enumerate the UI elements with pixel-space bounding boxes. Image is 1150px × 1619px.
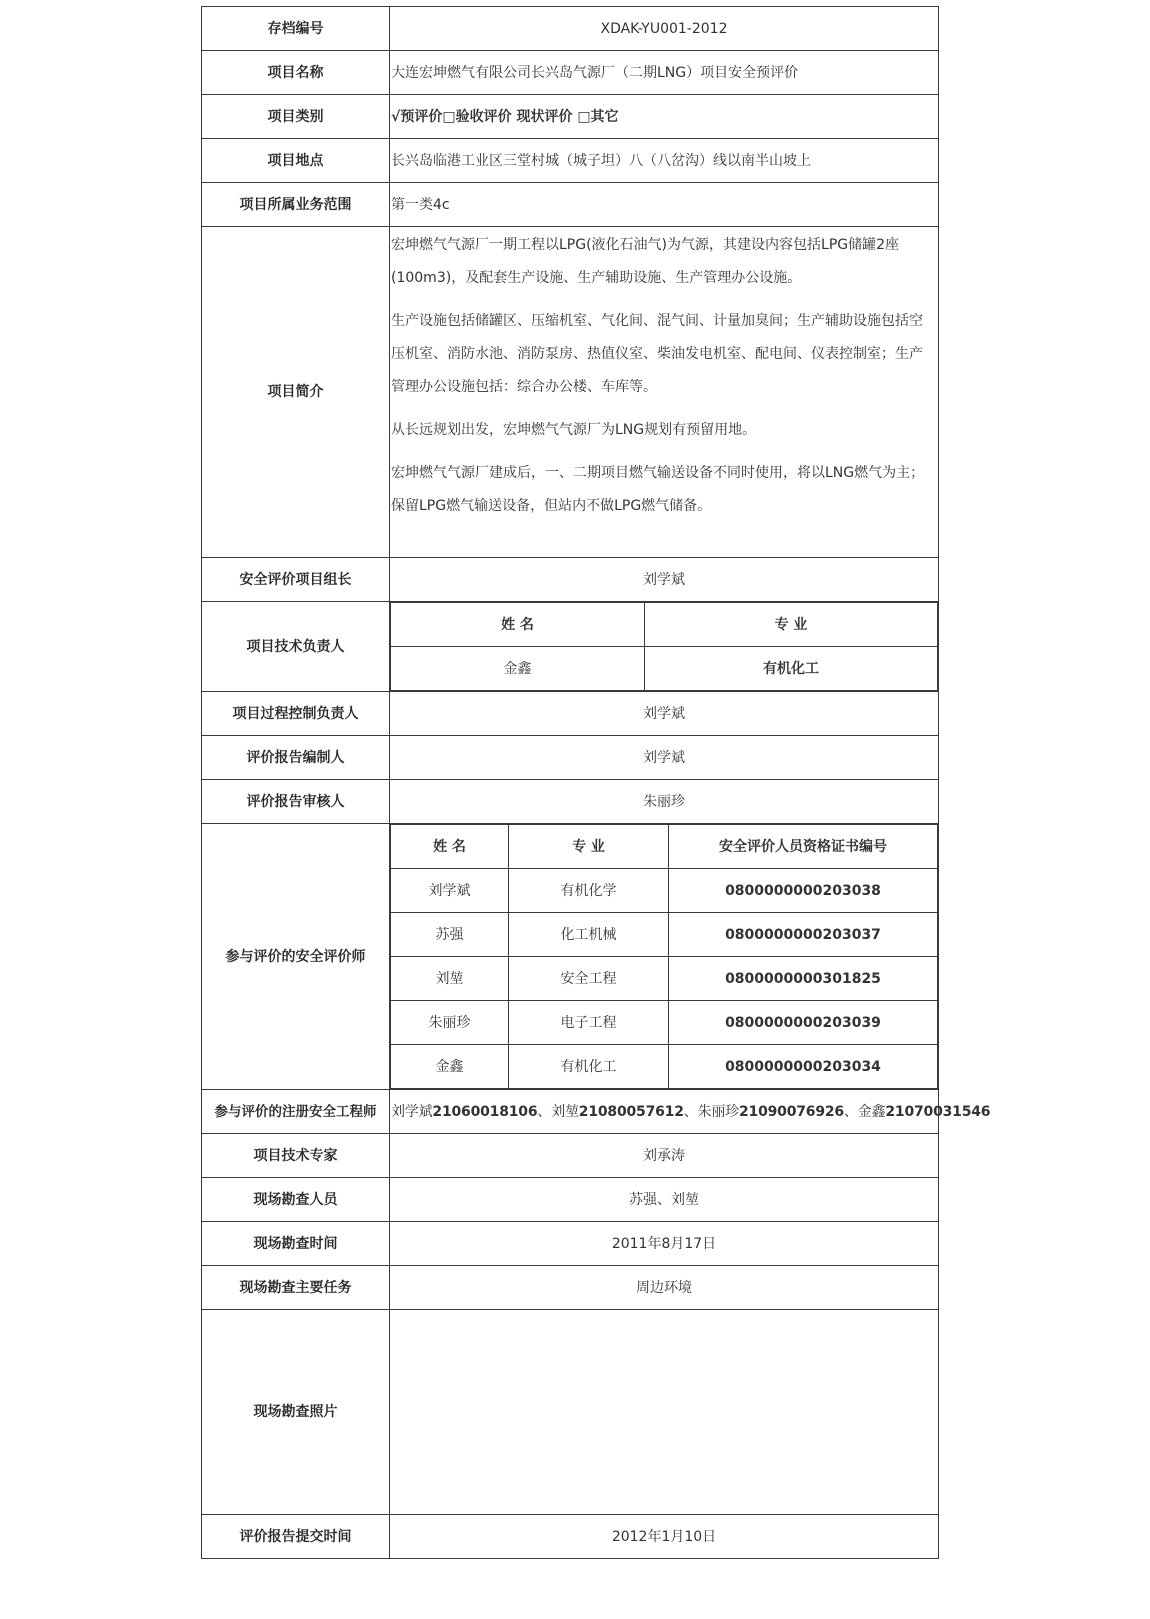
intro-paragraph: 生产设施包括储罐区、压缩机室、气化间、混气间、计量加臭间；生产辅助设施包括空压机室、消防水池、消防泵房、热值仪室、柴油发电机室、配电间、仪表控制室；生产管理办公设施包括：综合办公楼、车库等。 bbox=[391, 313, 923, 395]
tech-expert-value: 刘承涛 bbox=[390, 1134, 939, 1178]
table-row bbox=[391, 1045, 938, 1089]
table-row bbox=[391, 913, 938, 957]
separator: 、 bbox=[683, 1103, 698, 1120]
survey-time-value: 2011年8月17日 bbox=[390, 1222, 939, 1266]
tech-lead-name: 金鑫 bbox=[391, 647, 645, 691]
report-author-label: 评价报告编制人 bbox=[202, 736, 390, 780]
tech-lead-major-header: 专 业 bbox=[645, 603, 938, 647]
engineer-reg-no: 21070031546 bbox=[885, 1103, 991, 1120]
submit-time-value: 2012年1月10日 bbox=[390, 1515, 939, 1559]
row-report-author bbox=[202, 736, 939, 780]
row-tech-expert bbox=[202, 1134, 939, 1178]
tech-lead-data-row bbox=[391, 647, 938, 691]
report-author-value: 刘学斌 bbox=[390, 736, 939, 780]
evaluation-info-table bbox=[201, 6, 991, 1559]
evaluators-cert-header: 安全评价人员资格证书编号 bbox=[669, 825, 938, 869]
row-registered-engineers bbox=[202, 1090, 939, 1134]
row-project-category bbox=[202, 95, 939, 139]
report-reviewer-value: 朱丽珍 bbox=[390, 780, 939, 824]
process-lead-value: 刘学斌 bbox=[390, 692, 939, 736]
separator: 、 bbox=[537, 1103, 552, 1120]
engineer-reg-no: 21090076926 bbox=[738, 1103, 844, 1120]
evaluators-subtable bbox=[390, 824, 938, 1089]
evaluator-cert: 0800000000203038 bbox=[669, 869, 938, 913]
evaluator-major: 有机化工 bbox=[509, 1045, 669, 1089]
report-reviewer-label: 评价报告审核人 bbox=[202, 780, 390, 824]
evaluators-label: 参与评价的安全评价师 bbox=[202, 824, 390, 1090]
survey-time-label: 现场勘查时间 bbox=[202, 1222, 390, 1266]
engineer-reg-no: 21060018106 bbox=[432, 1103, 538, 1120]
row-survey-staff bbox=[202, 1178, 939, 1222]
archive-no-value: XDAK-YU001-2012 bbox=[390, 7, 939, 51]
project-location-label: 项目地点 bbox=[202, 139, 390, 183]
separator: 、 bbox=[843, 1103, 858, 1120]
row-archive-no bbox=[202, 7, 939, 51]
row-project-name bbox=[202, 51, 939, 95]
row-process-lead bbox=[202, 692, 939, 736]
evaluator-major: 电子工程 bbox=[509, 1001, 669, 1045]
engineer-name: 金鑫 bbox=[857, 1103, 886, 1120]
project-category-label: 项目类别 bbox=[202, 95, 390, 139]
evaluators-cell bbox=[390, 824, 939, 1090]
tech-expert-label: 项目技术专家 bbox=[202, 1134, 390, 1178]
row-survey-task bbox=[202, 1266, 939, 1310]
row-evaluators bbox=[202, 824, 939, 1090]
tech-lead-label: 项目技术负责人 bbox=[202, 602, 390, 692]
evaluator-name: 金鑫 bbox=[391, 1045, 509, 1089]
project-category-value: √预评价□验收评价 现状评价 □其它 bbox=[390, 95, 939, 139]
evaluator-major: 安全工程 bbox=[509, 957, 669, 1001]
engineer-name: 朱丽珍 bbox=[697, 1103, 739, 1120]
tech-lead-cell bbox=[390, 602, 939, 692]
row-project-location bbox=[202, 139, 939, 183]
evaluators-name-header: 姓 名 bbox=[391, 825, 509, 869]
submit-time-label: 评价报告提交时间 bbox=[202, 1515, 390, 1559]
row-report-reviewer bbox=[202, 780, 939, 824]
intro-paragraph: 从长远规划出发，宏坤燃气气源厂为LNG规划有预留用地。 bbox=[391, 422, 757, 438]
evaluator-cert: 0800000000203037 bbox=[669, 913, 938, 957]
engineer-name: 刘学斌 bbox=[391, 1103, 433, 1120]
table-row bbox=[391, 869, 938, 913]
engineer-reg-no: 21080057612 bbox=[578, 1103, 684, 1120]
team-leader-label: 安全评价项目组长 bbox=[202, 558, 390, 602]
survey-photos-label: 现场勘查照片 bbox=[202, 1310, 390, 1515]
evaluator-major: 化工机械 bbox=[509, 913, 669, 957]
project-name-label: 项目名称 bbox=[202, 51, 390, 95]
row-survey-time bbox=[202, 1222, 939, 1266]
intro-paragraph: 宏坤燃气气源厂建成后，一、二期项目燃气输送设备不同时使用，将以LNG燃气为主；保留LPG燃气输送设备，但站内不做LPG燃气储备。 bbox=[391, 465, 925, 514]
row-survey-photos bbox=[202, 1310, 939, 1515]
survey-staff-label: 现场勘查人员 bbox=[202, 1178, 390, 1222]
table-row bbox=[391, 1001, 938, 1045]
business-scope-value: 第一类4c bbox=[390, 183, 939, 227]
intro-paragraph: 宏坤燃气气源厂一期工程以LPG(液化石油气)为气源，其建设内容包括LPG储罐2座(100m3)，及配套生产设施、生产辅助设施、生产管理办公设施。 bbox=[391, 237, 900, 286]
table-row bbox=[391, 957, 938, 1001]
evaluator-name: 苏强 bbox=[391, 913, 509, 957]
survey-photos-value bbox=[390, 1310, 939, 1515]
project-name-value: 大连宏坤燃气有限公司长兴岛气源厂（二期LNG）项目安全预评价 bbox=[390, 51, 939, 95]
evaluator-name: 刘学斌 bbox=[391, 869, 509, 913]
evaluator-name: 刘堃 bbox=[391, 957, 509, 1001]
project-intro-content bbox=[390, 227, 939, 558]
process-lead-label: 项目过程控制负责人 bbox=[202, 692, 390, 736]
survey-task-label: 现场勘查主要任务 bbox=[202, 1266, 390, 1310]
registered-engineers-label: 参与评价的注册安全工程师 bbox=[202, 1090, 390, 1134]
row-project-intro bbox=[202, 227, 939, 558]
evaluator-cert: 0800000000203039 bbox=[669, 1001, 938, 1045]
tech-lead-header-row bbox=[391, 603, 938, 647]
survey-task-value: 周边环境 bbox=[390, 1266, 939, 1310]
row-team-leader bbox=[202, 558, 939, 602]
evaluator-name: 朱丽珍 bbox=[391, 1001, 509, 1045]
row-tech-lead bbox=[202, 602, 939, 692]
survey-staff-value: 苏强、刘堃 bbox=[390, 1178, 939, 1222]
tech-lead-major: 有机化工 bbox=[645, 647, 938, 691]
row-business-scope bbox=[202, 183, 939, 227]
evaluators-major-header: 专 业 bbox=[509, 825, 669, 869]
evaluator-major: 有机化学 bbox=[509, 869, 669, 913]
row-submit-time bbox=[202, 1515, 939, 1559]
evaluators-header-row bbox=[391, 825, 938, 869]
project-intro-label: 项目简介 bbox=[202, 227, 390, 558]
business-scope-label: 项目所属业务范围 bbox=[202, 183, 390, 227]
tech-lead-subtable bbox=[390, 602, 938, 691]
evaluator-cert: 0800000000203034 bbox=[669, 1045, 938, 1089]
registered-engineers-value bbox=[390, 1090, 991, 1134]
team-leader-value: 刘学斌 bbox=[390, 558, 939, 602]
evaluator-cert: 0800000000301825 bbox=[669, 957, 938, 1001]
engineer-name: 刘堃 bbox=[551, 1103, 579, 1120]
archive-no-label: 存档编号 bbox=[202, 7, 390, 51]
tech-lead-name-header: 姓 名 bbox=[391, 603, 645, 647]
project-location-value: 长兴岛临港工业区三堂村城（城子坦）八（八岔沟）线以南半山坡上 bbox=[390, 139, 939, 183]
